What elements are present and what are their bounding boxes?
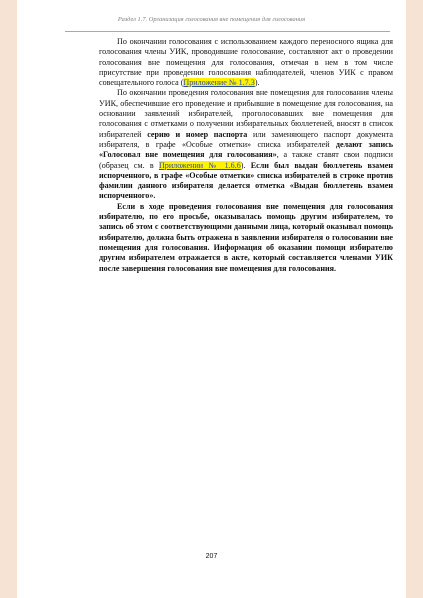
paragraph-2-text-2: или заменяющего паспорт документа избирателя, в графе «Особые отметки» списка избирателей [99,129,393,149]
paragraph-2-bold-1: серию и номер паспорта [147,129,248,139]
paragraph-2 [99,88,393,201]
paragraph-1 [99,37,393,88]
page-number: 207 [205,553,218,560]
running-header: Раздел 1.7. Организация голосования вне помещения для голосования [117,16,306,23]
paragraph-2-text-1: По окончании проведения голосования вне помещения для голосования члены УИК, обеспечившие его проведение и прибывшие в помещение для голосования, на основании заявлений избирателей, проголосовавших вне помещения для голосования с отметками о получении избирательных бюллетеней, вносят в список избирателей [99,88,393,139]
paragraph-1-text-1: По окончании голосования с использованием каждого переносного ящика для голосования члены УИК, проводившие голосование, составляют акт о проведении голосования вне помещения для голосования, отмечая в нем в том числе присутствие при проведении голосования наблюдателей, членов УИК с правом совещательного голоса ( [99,37,393,88]
link-appendix-1-6-6[interactable]: Приложении № 1.6.6 [158,160,241,170]
paragraph-3 [99,202,393,274]
document-page [17,0,406,598]
paragraph-2-bold-2: делают запись «Голосовал вне помещения для голосования» [99,139,393,160]
paragraph-2-text-4: ). [240,160,251,170]
paragraph-1-text-2: ). [254,78,260,88]
paragraph-3-bold-1: Если в ходе проведения голосования вне помещения для голосования избирателю, по его просьбе, оказывалась помощь другим избирателем, то запись об этом с соответствующими данными лица, который оказывал помощь избирателю, должна быть отражена в заявлении избирателя о голосовании вне помещения для голосования. Информация об оказании помощи избирателю другим избирателем отражается в акте, который составляется членами УИК после завершения голосования вне помещения для голосования. [99,201,393,273]
document-body [99,37,393,274]
link-appendix-1-7-3[interactable]: Приложение № 1.7.3 [183,78,255,88]
paragraph-2-text-3: , а также ставят свои подписи (образец см. в [99,150,393,170]
header-rule [65,31,390,32]
paragraph-2-bold-3: Если был выдан бюллетень взамен испорченного, в графе «Особые отметки» списка избирателей в строке против фамилии данного избирателя делается отметка «Выдан бюллетень взамен испорченного». [99,160,393,201]
